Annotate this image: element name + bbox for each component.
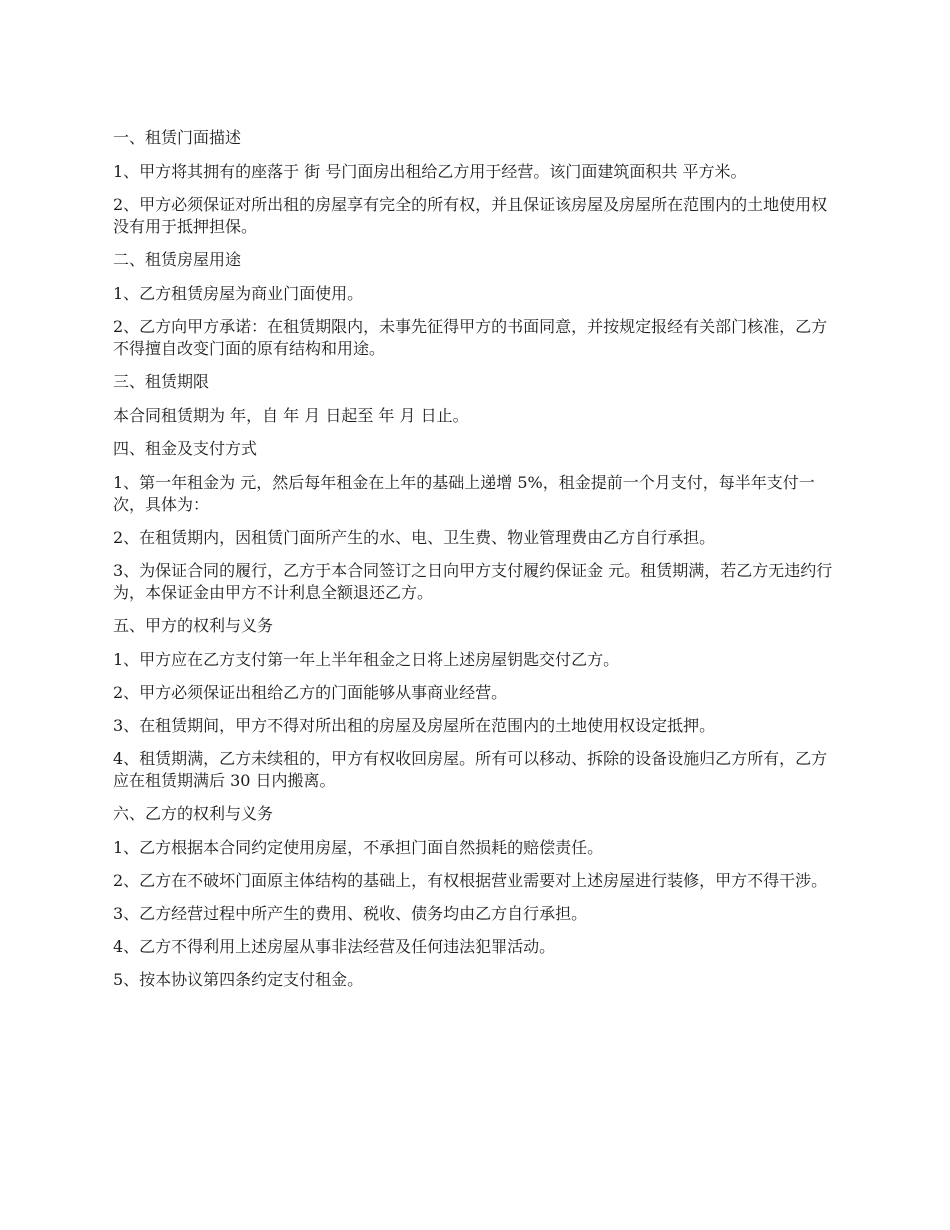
section-heading-usage: 二、租赁房屋用途: [113, 250, 242, 269]
clause-4-1: 1、第一年租金为 元，然后每年租金在上年的基础上递增 5%，租金提前一个月支付，每半年支付一次，具体为：: [113, 473, 815, 514]
clause-3-1: 本合同租赁期为 年，自 年 月 日起至 年 月 日止。: [113, 406, 469, 425]
clause-6-2: 2、乙方在不破坏门面原主体结构的基础上，有权根据营业需要对上述房屋进行装修，甲方不得干涉。: [113, 871, 828, 890]
clause-1-1: 1、甲方将其拥有的座落于 街 号门面房出租给乙方用于经营。该门面建筑面积共 平方米。: [113, 162, 747, 181]
section-heading-lease-description: 一、租赁门面描述: [113, 128, 242, 147]
clause-2-1: 1、乙方租赁房屋为商业门面使用。: [113, 284, 364, 303]
clause-1-2: 2、甲方必须保证对所出租的房屋享有完全的所有权，并且保证该房屋及房屋所在范围内的土地使用权没有用于抵押担保。: [113, 195, 828, 236]
clause-5-2: 2、甲方必须保证出租给乙方的门面能够从事商业经营。: [113, 683, 508, 702]
section-heading-term: 三、租赁期限: [113, 372, 210, 391]
clause-4-2: 2、在租赁期内，因租赁门面所产生的水、电、卫生费、物业管理费由乙方自行承担。: [113, 528, 716, 547]
section-heading-party-a: 五、甲方的权利与义务: [113, 616, 274, 635]
clause-2-2: 2、乙方向甲方承诺：在租赁期限内，未事先征得甲方的书面同意，并按规定报经有关部门核准，乙方不得擅自改变门面的原有结构和用途。: [113, 317, 828, 358]
clause-5-3: 3、在租赁期间，甲方不得对所出租的房屋及房屋所在范围内的土地使用权设定抵押。: [113, 716, 716, 735]
section-heading-party-b: 六、乙方的权利与义务: [113, 804, 274, 823]
clause-6-1: 1、乙方根据本合同约定使用房屋，不承担门面自然损耗的赔偿责任。: [113, 838, 604, 857]
clause-6-4: 4、乙方不得利用上述房屋从事非法经营及任何违法犯罪活动。: [113, 937, 556, 956]
clause-6-5: 5、按本协议第四条约定支付租金。: [113, 970, 364, 989]
document-page: [113, 127, 837, 1002]
clause-5-1: 1、甲方应在乙方支付第一年上半年租金之日将上述房屋钥匙交付乙方。: [113, 650, 620, 669]
clause-4-3: 3、为保证合同的履行，乙方于本合同签订之日向甲方支付履约保证金 元。租赁期满，若乙方无违约行为，本保证金由甲方不计利息全额退还乙方。: [113, 561, 833, 602]
section-heading-rent-payment: 四、租金及支付方式: [113, 439, 258, 458]
clause-6-3: 3、乙方经营过程中所产生的费用、税收、债务均由乙方自行承担。: [113, 904, 588, 923]
clause-5-4: 4、租赁期满，乙方未续租的，甲方有权收回房屋。所有可以移动、拆除的设备设施归乙方所有，乙方应在租赁期满后 30 日内搬离。: [113, 749, 828, 790]
